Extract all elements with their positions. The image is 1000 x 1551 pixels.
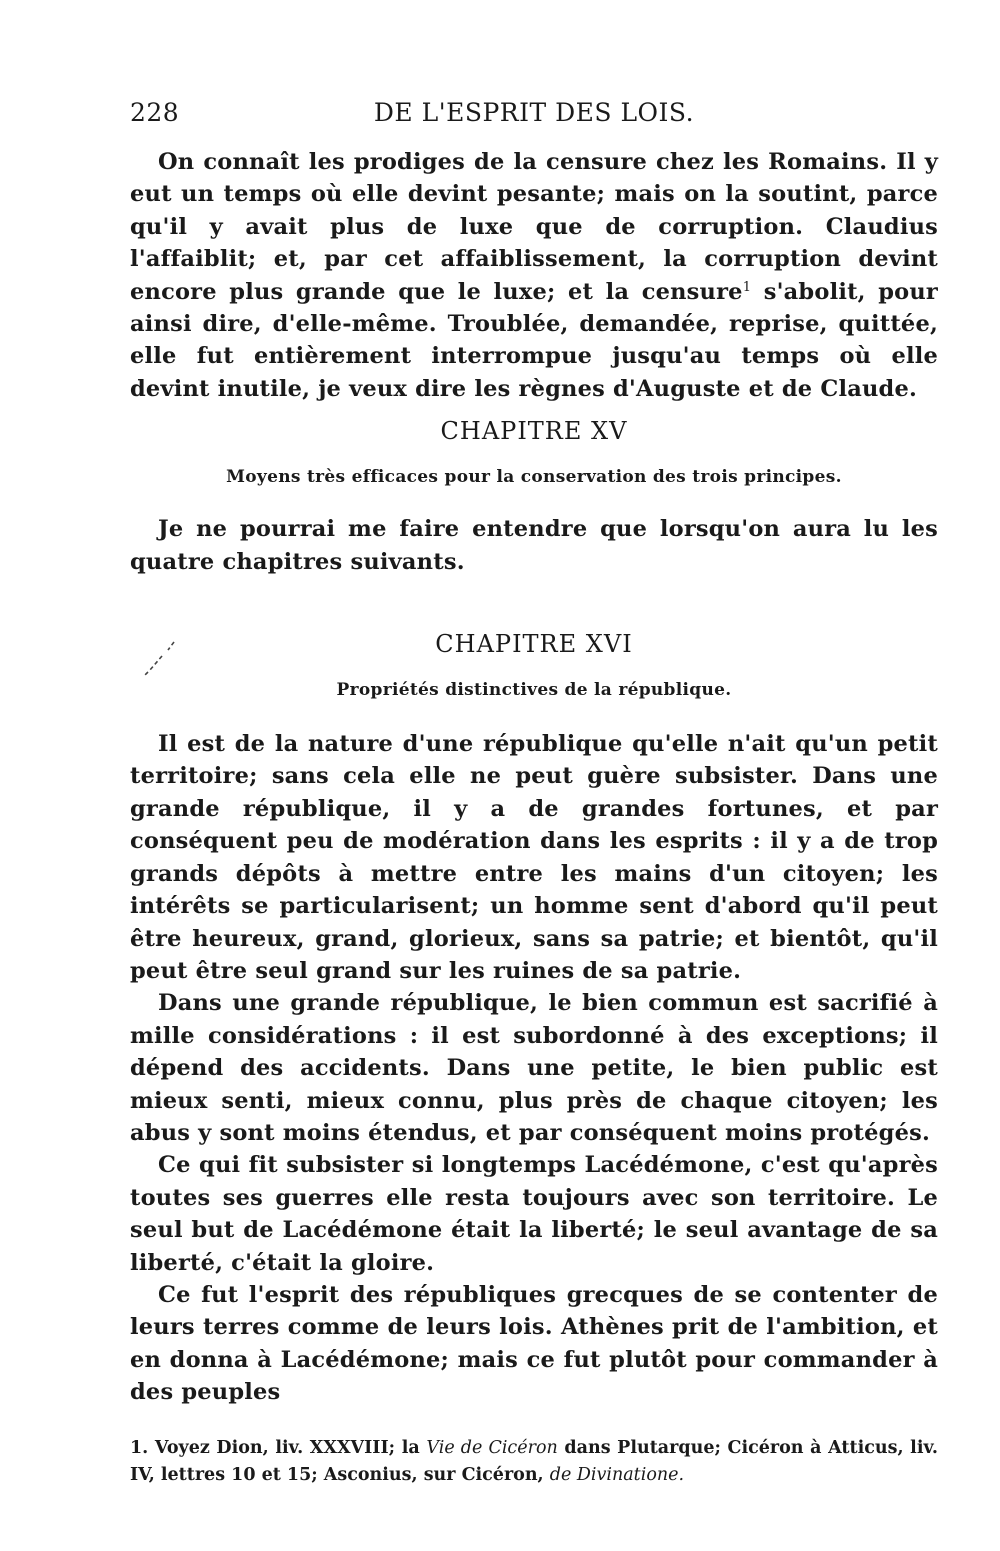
footnote-italic-2: de Divinatione. [549,1465,685,1485]
chapter-16-title: CHAPITRE XVI [435,630,633,659]
intro-text-1: On connaît les prodiges de la censure chez les Romains. Il y eut un temps où elle devint pesante; mais on la soutint, parce qu'il y avait plus de luxe que de corruption. Claudius l'affaiblit; et, par cet affaiblissement, la corruption devint encore plus grande que le luxe; et la censure [130,149,938,305]
footnote-ref: 1 [742,279,752,295]
chapter-16-paragraph: Il est de la nature d'une république qu'elle n'ait qu'un petit territoire; sans cela elle ne peut guère subsister. Dans une grande république, il y a de grandes fortunes, et par conséquent peu de modération dans les esprits : il y a de trop grands dépôts à mettre entre les mains d'un citoyen; les intérêts se particularisent; un homme sent d'abord qu'il peut être heureux, grand, glorieux, sans sa patrie; et bientôt, qu'il peut être seul grand sur les ruines de sa patrie. [130,731,938,984]
chapter-15-subtitle: Moyens très efficaces pour la conservation des trois principes. [226,467,842,488]
chapter-16-paragraph: Ce fut l'esprit des républiques grecques de se contenter de leurs terres comme de leurs lois. Athènes prit de l'ambition, et en donna à Lacédémone; mais ce fut plutôt pour commander à des peuples [130,1281,938,1406]
pencil-mark [140,640,180,680]
page-number: 228 [130,98,180,127]
footnote-text-1: 1. Voyez Dion, liv. XXXVIII; la [130,1438,427,1458]
chapter-16-paragraph: Dans une grande république, le bien commun est sacrifié à mille considérations : il est subordonné à des exceptions; il dépend des accidents. Dans une petite, le bien public est mieux senti, mieux connu, plus près de chaque citoyen; les abus y sont moins étendus, et par conséquent moins protégés. [130,990,938,1146]
footnote-text-2: dans Plutarque; Cicéron à Atticus, liv. IV, lettres 10 et 15; Asconius, sur Cicéron, [130,1438,938,1485]
chapter-15-title: CHAPITRE XV [440,417,628,446]
intro-text-2: s'abolit, pour ainsi dire, d'elle-même. Troublée, demandée, reprise, quittée, elle fut entièrement interrompue jusqu'au temps où elle devint inutile, je veux dire les règnes d'Auguste et de Claude. [130,278,938,402]
chapter-16-paragraph: Ce qui fit subsister si longtemps Lacédémone, c'est qu'après toutes ses guerres elle resta toujours avec son territoire. Le seul but de Lacédémone était la liberté; le seul avantage de sa liberté, c'était la gloire. [130,1152,938,1276]
chapter-15-text: Je ne pourrai me faire entendre que lorsqu'on aura lu les quatre chapitres suivants. [130,516,938,575]
footnote-italic-1: Vie de Cicéron [426,1438,558,1458]
running-title: DE L'ESPRIT DES LOIS. [373,98,695,127]
intro-paragraph [130,146,938,405]
page-body [130,146,938,1409]
footnote [130,1435,938,1489]
page-header [130,98,938,138]
chapter-16-subtitle: Propriétés distinctives de la république. [336,680,732,701]
